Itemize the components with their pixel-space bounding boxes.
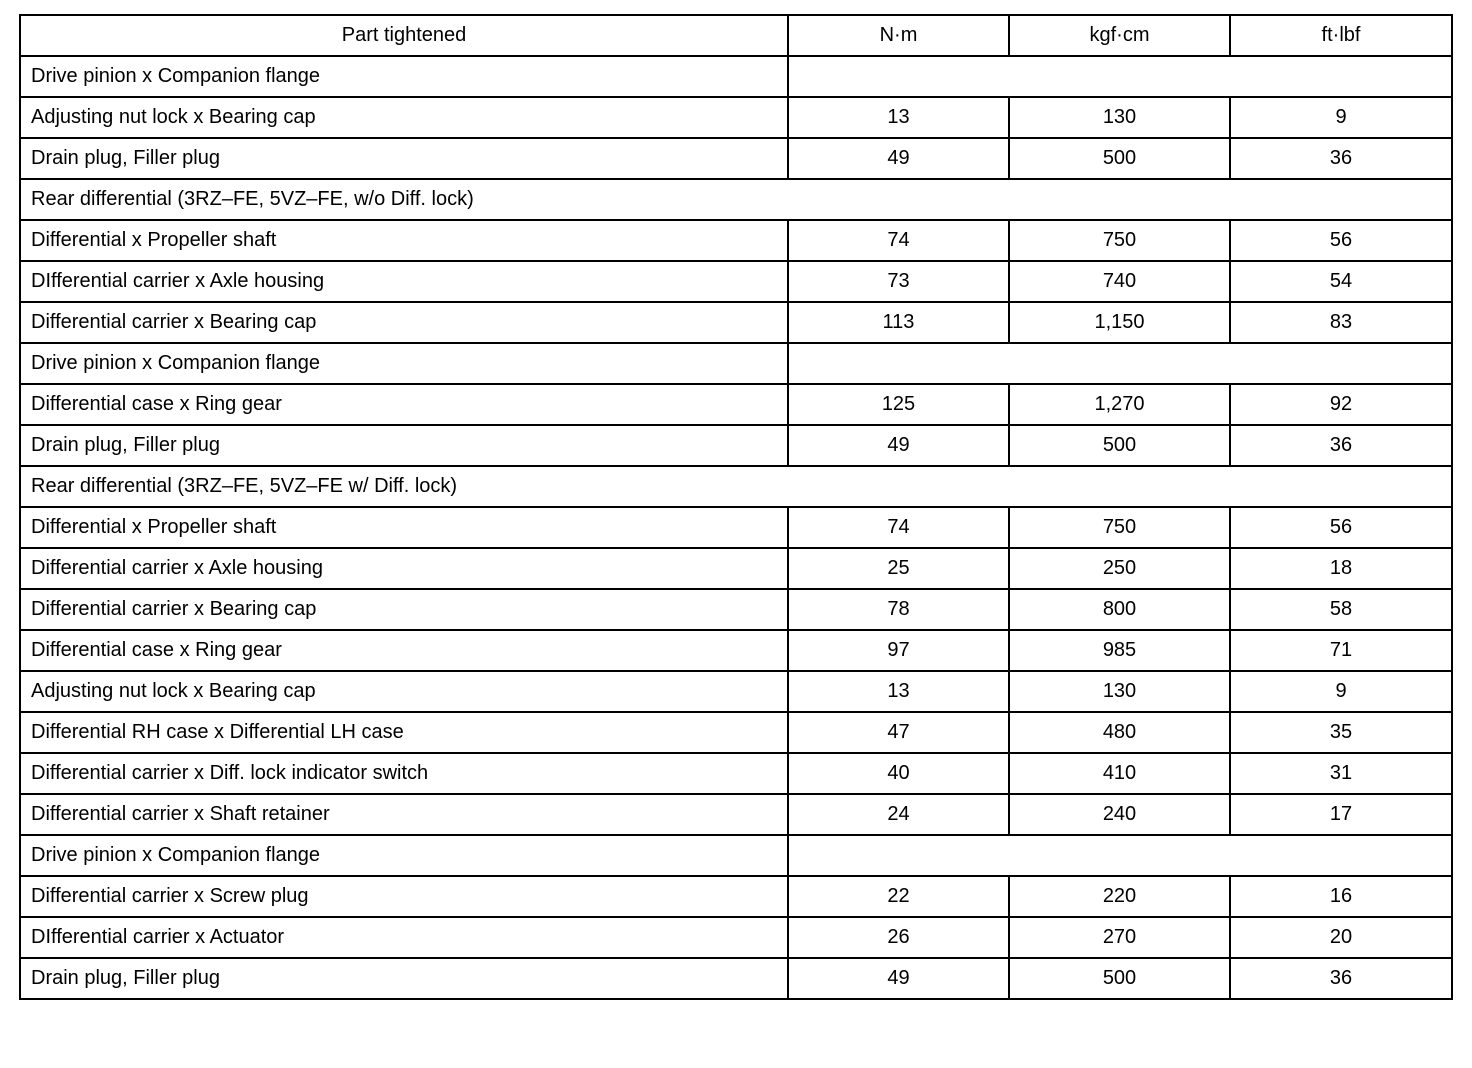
section-row [20,466,1452,507]
nm-value-cell: 13 [788,671,1009,712]
part-cell: Differential x Propeller shaft [20,507,788,548]
ftlbf-value-cell: 9 [1230,671,1452,712]
subheader-row [20,835,1452,876]
kgfcm-value-cell: 270 [1009,917,1230,958]
nm-value-cell: 13 [788,97,1009,138]
part-cell: Differential x Propeller shaft [20,220,788,261]
nm-value-cell: 40 [788,753,1009,794]
section-title: Rear differential (3RZ–FE, 5VZ–FE, w/o Diff. lock) [20,179,1452,220]
subheader-row [20,56,1452,97]
nm-value-cell: 74 [788,507,1009,548]
table-row [20,507,1452,548]
section-row [20,179,1452,220]
part-cell: Differential case x Ring gear [20,384,788,425]
part-cell: Adjusting nut lock x Bearing cap [20,671,788,712]
table-row [20,589,1452,630]
ftlbf-value-cell: 83 [1230,302,1452,343]
table-row [20,220,1452,261]
table-header-row [20,15,1452,56]
ftlbf-value-cell: 20 [1230,917,1452,958]
section-title: Rear differential (3RZ–FE, 5VZ–FE w/ Diff. lock) [20,466,1452,507]
ftlbf-value-cell: 31 [1230,753,1452,794]
part-cell: Differential carrier x Bearing cap [20,302,788,343]
part-cell: Drain plug, Filler plug [20,425,788,466]
nm-value-cell: 22 [788,876,1009,917]
nm-value-cell: 26 [788,917,1009,958]
kgfcm-value-cell: 240 [1009,794,1230,835]
table-row [20,302,1452,343]
ftlbf-value-cell: 36 [1230,958,1452,999]
nm-value-cell: 25 [788,548,1009,589]
ftlbf-value-cell: 56 [1230,220,1452,261]
torque-spec-table-container [19,14,1453,1000]
ftlbf-value-cell: 92 [1230,384,1452,425]
ftlbf-value-cell: 71 [1230,630,1452,671]
table-row [20,671,1452,712]
table-row [20,384,1452,425]
part-cell: Drain plug, Filler plug [20,958,788,999]
kgfcm-value-cell: 130 [1009,671,1230,712]
part-cell: Drain plug, Filler plug [20,138,788,179]
kgfcm-value-cell: 750 [1009,507,1230,548]
kgfcm-value-cell: 500 [1009,425,1230,466]
part-cell: Differential RH case x Differential LH case [20,712,788,753]
part-cell: Drive pinion x Companion flange [20,835,788,876]
part-cell: Drive pinion x Companion flange [20,56,788,97]
empty-value-cell [788,56,1452,97]
ftlbf-value-cell: 36 [1230,425,1452,466]
table-row [20,753,1452,794]
kgfcm-value-cell: 1,150 [1009,302,1230,343]
table-row [20,425,1452,466]
kgfcm-value-cell: 500 [1009,138,1230,179]
torque-spec-table [19,14,1453,1000]
table-row [20,138,1452,179]
table-row [20,794,1452,835]
ftlbf-value-cell: 56 [1230,507,1452,548]
nm-value-cell: 125 [788,384,1009,425]
part-cell: Differential carrier x Screw plug [20,876,788,917]
nm-value-cell: 97 [788,630,1009,671]
kgfcm-value-cell: 800 [1009,589,1230,630]
nm-value-cell: 73 [788,261,1009,302]
kgfcm-value-cell: 985 [1009,630,1230,671]
kgfcm-value-cell: 250 [1009,548,1230,589]
part-cell: DIfferential carrier x Axle housing [20,261,788,302]
table-row [20,712,1452,753]
nm-value-cell: 49 [788,958,1009,999]
kgfcm-value-cell: 410 [1009,753,1230,794]
ftlbf-value-cell: 17 [1230,794,1452,835]
subheader-row [20,343,1452,384]
kgfcm-value-cell: 130 [1009,97,1230,138]
nm-value-cell: 47 [788,712,1009,753]
part-cell: Adjusting nut lock x Bearing cap [20,97,788,138]
ftlbf-value-cell: 18 [1230,548,1452,589]
table-row [20,261,1452,302]
ftlbf-value-cell: 16 [1230,876,1452,917]
nm-value-cell: 113 [788,302,1009,343]
ftlbf-value-cell: 9 [1230,97,1452,138]
part-cell: Drive pinion x Companion flange [20,343,788,384]
kgfcm-value-cell: 480 [1009,712,1230,753]
header-kgfcm: kgf·cm [1009,15,1230,56]
kgfcm-value-cell: 220 [1009,876,1230,917]
empty-value-cell [788,835,1452,876]
nm-value-cell: 49 [788,138,1009,179]
kgfcm-value-cell: 740 [1009,261,1230,302]
nm-value-cell: 74 [788,220,1009,261]
table-body [20,56,1452,999]
kgfcm-value-cell: 750 [1009,220,1230,261]
part-cell: Differential carrier x Bearing cap [20,589,788,630]
part-cell: DIfferential carrier x Actuator [20,917,788,958]
header-ftlbf: ft·lbf [1230,15,1452,56]
header-part-tightened: Part tightened [20,15,788,56]
ftlbf-value-cell: 36 [1230,138,1452,179]
part-cell: Differential case x Ring gear [20,630,788,671]
ftlbf-value-cell: 35 [1230,712,1452,753]
part-cell: Differential carrier x Diff. lock indicator switch [20,753,788,794]
table-row [20,630,1452,671]
ftlbf-value-cell: 58 [1230,589,1452,630]
kgfcm-value-cell: 500 [1009,958,1230,999]
table-row [20,876,1452,917]
nm-value-cell: 24 [788,794,1009,835]
ftlbf-value-cell: 54 [1230,261,1452,302]
header-nm: N·m [788,15,1009,56]
table-row [20,958,1452,999]
table-row [20,97,1452,138]
part-cell: Differential carrier x Axle housing [20,548,788,589]
kgfcm-value-cell: 1,270 [1009,384,1230,425]
table-row [20,548,1452,589]
empty-value-cell [788,343,1452,384]
nm-value-cell: 78 [788,589,1009,630]
table-row [20,917,1452,958]
nm-value-cell: 49 [788,425,1009,466]
part-cell: Differential carrier x Shaft retainer [20,794,788,835]
